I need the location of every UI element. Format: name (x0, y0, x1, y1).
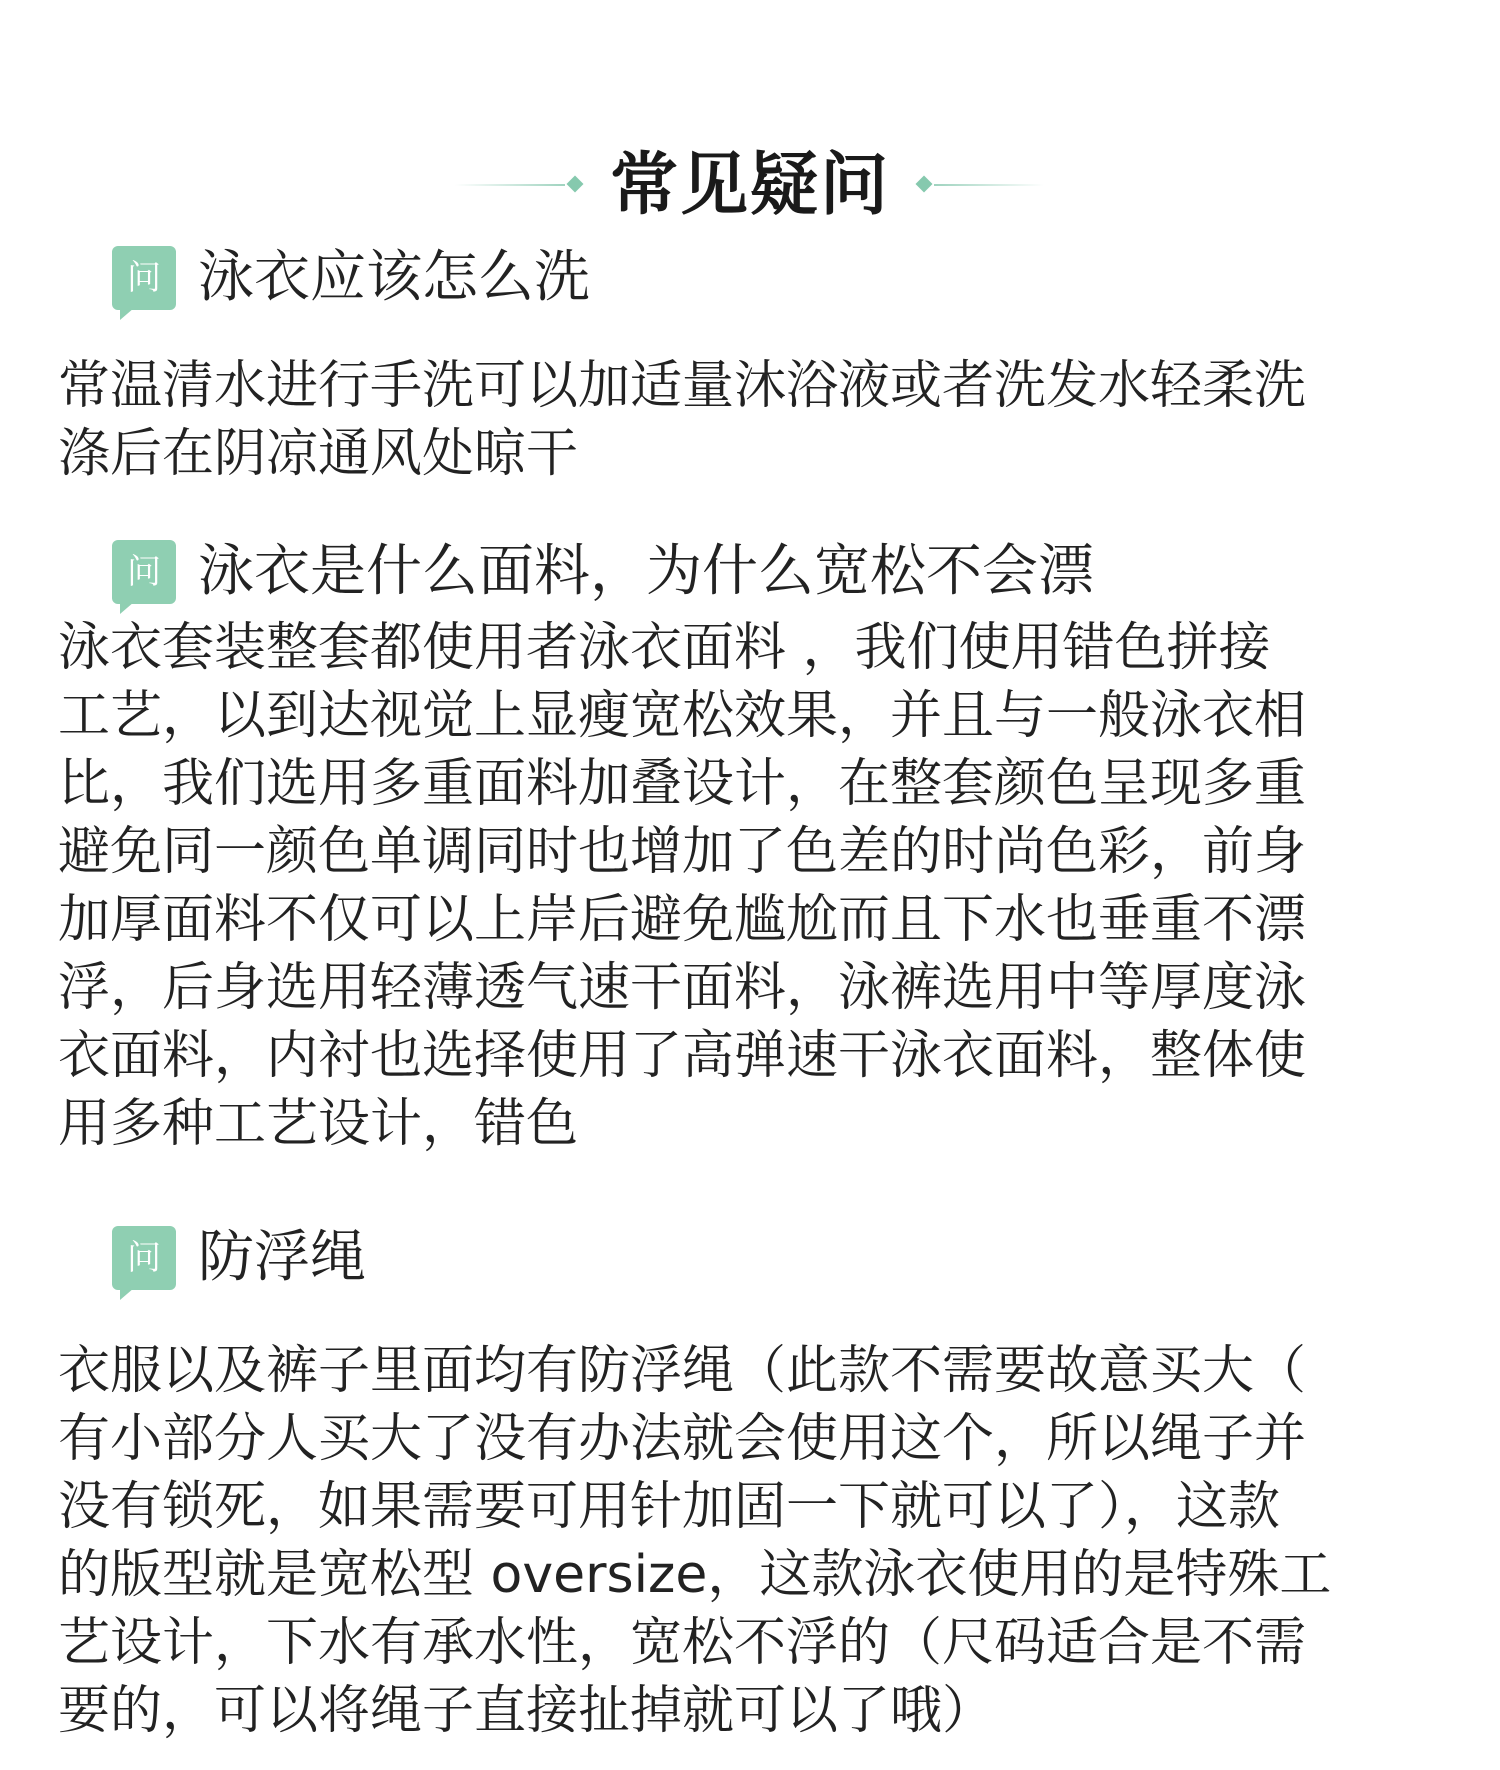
question-badge-icon: 问 (112, 1226, 176, 1290)
question-text: 泳衣是什么面料，为什么宽松不会漂 (198, 539, 1094, 604)
answer-line: 涤后在阴凉通风处晾干 (58, 424, 579, 484)
answer-line: 工艺，以到达视觉上显瘦宽松效果，并且与一般泳衣相 (58, 686, 1307, 746)
answer-line: 泳衣套装整套都使用者泳衣面料 ，我们使用错色拼接 (58, 618, 1271, 678)
answer-line: 要的，可以将绳子直接扯掉就可以了哦） (58, 1681, 995, 1741)
answer-line: 加厚面料不仅可以上岸后避免尴尬而且下水也垂重不漂 (58, 890, 1307, 950)
answer-line: 有小部分人买大了没有办法就会使用这个，所以绳子并 (58, 1409, 1307, 1469)
faq-question-washing (112, 238, 590, 318)
question-text: 泳衣应该怎么洗 (198, 245, 590, 310)
faq-header (0, 136, 1500, 236)
answer-line: 没有锁死，如果需要可用针加固一下就可以了），这款 (58, 1477, 1281, 1537)
question-badge-icon: 问 (112, 540, 176, 604)
answer-line: 艺设计，下水有承水性，宽松不浮的（尺码适合是不需 (58, 1613, 1307, 1673)
faq-answer-washing (58, 352, 1428, 488)
answer-line: 衣服以及裤子里面均有防浮绳（此款不需要故意买大（ (58, 1341, 1307, 1401)
right-divider-ornament (918, 182, 1048, 188)
right-divider-line (934, 184, 1044, 186)
answer-line: 常温清水进行手洗可以加适量沐浴液或者洗发水轻柔洗 (58, 356, 1307, 416)
question-text: 防浮绳 (198, 1225, 366, 1290)
answer-line: 衣面料，内衬也选择使用了高弹速干泳衣面料，整体使 (58, 1026, 1307, 1086)
question-badge-icon: 问 (112, 246, 176, 310)
faq-question-anti-float-rope (112, 1218, 366, 1298)
answer-line: 浮，后身选用轻薄透气速干面料，泳裤选用中等厚度泳 (58, 958, 1307, 1018)
faq-answer-anti-float-rope (58, 1337, 1428, 1745)
answer-line: 的版型就是宽松型 oversize，这款泳衣使用的是特殊工 (58, 1545, 1332, 1605)
answer-line: 避免同一颜色单调同时也增加了色差的时尚色彩，前身 (58, 822, 1307, 882)
answer-line: 用多种工艺设计，错色 (58, 1094, 579, 1154)
faq-question-fabric (112, 532, 1094, 612)
page-title: 常见疑问 (609, 146, 890, 225)
faq-answer-fabric (58, 614, 1428, 1158)
answer-line: 比，我们选用多重面料加叠设计，在整套颜色呈现多重 (58, 754, 1307, 814)
